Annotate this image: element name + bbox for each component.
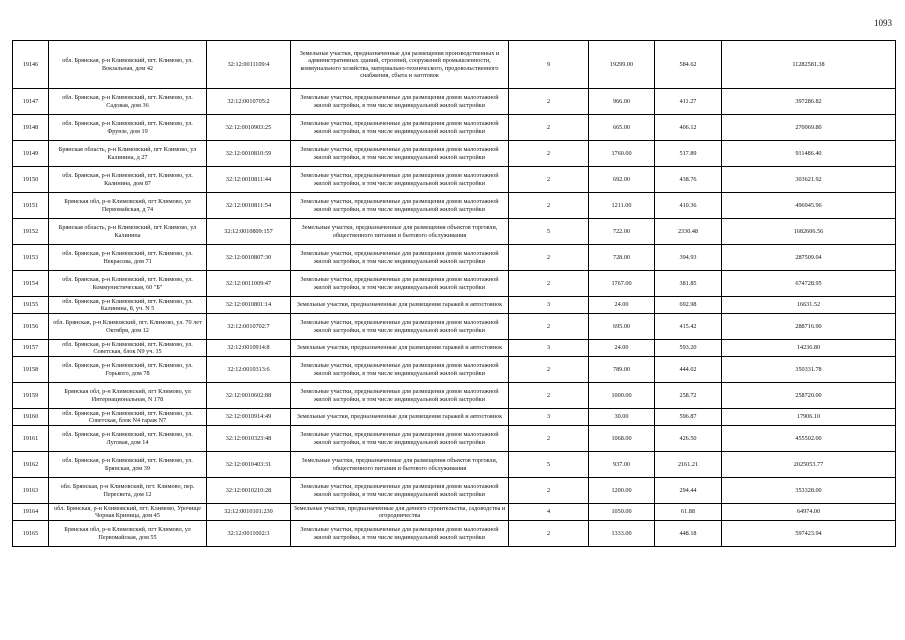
table-row [13, 193, 896, 219]
address-cell: обл. Брянская, р-н Климовский, пгт. Климово, ул. Вокзальная, дом 42 [49, 41, 207, 89]
row-number-cell: 19150 [13, 167, 49, 193]
use-group-cell: 2 [509, 357, 589, 383]
cadastral-number-cell: 32:12:0010801:14 [207, 297, 291, 314]
table-row [13, 89, 896, 115]
area-cell: 937.00 [589, 452, 655, 478]
cadastral-value-cell: 14236.80 [722, 340, 896, 357]
row-number-cell: 19153 [13, 245, 49, 271]
area-cell: 966.00 [589, 89, 655, 115]
cadastral-number-cell: 32:12:0010809:157 [207, 219, 291, 245]
area-cell: 1767.00 [589, 271, 655, 297]
area-cell: 1068.00 [589, 426, 655, 452]
address-cell: обл. Брянская, р-н Климовский, пгт. Климово, ул. Садовая, дом 36 [49, 89, 207, 115]
table-row [13, 167, 896, 193]
area-cell: 1333.00 [589, 521, 655, 547]
use-group-cell: 4 [509, 504, 589, 521]
use-group-cell: 2 [509, 167, 589, 193]
cadastral-value-cell: 258720.00 [722, 383, 896, 409]
use-group-cell: 3 [509, 297, 589, 314]
permitted-use-cell: Земельные участки, предназначенные для размещения домов малоэтажной жилой застройки, в том числе индивидуальной жилой застройки [291, 357, 509, 383]
permitted-use-cell: Земельные участки, предназначенные для размещения гаражей и автостоянок [291, 297, 509, 314]
cadastral-value-cell: 397286.82 [722, 89, 896, 115]
table-row [13, 383, 896, 409]
use-group-cell: 2 [509, 426, 589, 452]
specific-value-cell: 444.02 [655, 357, 722, 383]
cadastral-number-cell: 32:12:0010810:59 [207, 141, 291, 167]
cadastral-number-cell: 32:12:0010705:2 [207, 89, 291, 115]
cadastral-value-cell: 455502.00 [722, 426, 896, 452]
row-number-cell: 19155 [13, 297, 49, 314]
cadastral-value-cell: 496945.96 [722, 193, 896, 219]
use-group-cell: 2 [509, 314, 589, 340]
cadastral-value-cell: 11282581.38 [722, 41, 896, 89]
cadastral-number-cell: 32:12:0010210:28 [207, 478, 291, 504]
use-group-cell: 2 [509, 383, 589, 409]
cadastral-number-cell: 32:12:0010323:48 [207, 426, 291, 452]
area-cell: 728.00 [589, 245, 655, 271]
cadastral-number-cell: 32:12:0010403:31 [207, 452, 291, 478]
table-row [13, 219, 896, 245]
area-cell: 1211.00 [589, 193, 655, 219]
row-number-cell: 19161 [13, 426, 49, 452]
permitted-use-cell: Земельные участки, предназначенные для дачного строительства, садоводства и огородничества [291, 504, 509, 521]
permitted-use-cell: Земельные участки, предназначенные для размещения объектов торговли, общественного питания и бытового обслуживания [291, 219, 509, 245]
land-registry-table [12, 40, 896, 547]
cadastral-value-cell: 303621.92 [722, 167, 896, 193]
use-group-cell: 2 [509, 115, 589, 141]
permitted-use-cell: Земельные участки, предназначенные для размещения домов малоэтажной жилой застройки, в том числе индивидуальной жилой застройки [291, 521, 509, 547]
specific-value-cell: 596.87 [655, 409, 722, 426]
cadastral-number-cell: 32:12:0010602:88 [207, 383, 291, 409]
specific-value-cell: 426.50 [655, 426, 722, 452]
permitted-use-cell: Земельные участки, предназначенные для размещения домов малоэтажной жилой застройки, в том числе индивидуальной жилой застройки [291, 89, 509, 115]
cadastral-value-cell: 911486.40 [722, 141, 896, 167]
table-row [13, 297, 896, 314]
area-cell: 24.00 [589, 297, 655, 314]
specific-value-cell: 2161.21 [655, 452, 722, 478]
row-number-cell: 19146 [13, 41, 49, 89]
use-group-cell: 5 [509, 452, 589, 478]
cadastral-number-cell: 32:12:0010811:44 [207, 167, 291, 193]
table-row [13, 340, 896, 357]
table-row [13, 245, 896, 271]
row-number-cell: 19164 [13, 504, 49, 521]
permitted-use-cell: Земельные участки, предназначенные для размещения домов малоэтажной жилой застройки, в том числе индивидуальной жилой застройки [291, 271, 509, 297]
address-cell: обл. Брянская, р-н Климовский, пгт. Климово, Урочище Чорная Криница, дом 45 [49, 504, 207, 521]
permitted-use-cell: Земельные участки, предназначенные для размещения домов малоэтажной жилой застройки, в том числе индивидуальной жилой застройки [291, 314, 509, 340]
cadastral-value-cell: 287509.04 [722, 245, 896, 271]
row-number-cell: 19160 [13, 409, 49, 426]
table-row [13, 521, 896, 547]
cadastral-number-cell: 32:12:0010914:8 [207, 340, 291, 357]
address-cell: Брянская область, р-н Климовский, пгт Климово, ул Калинина [49, 219, 207, 245]
cadastral-number-cell: 32:12:0010807:30 [207, 245, 291, 271]
area-cell: 24.00 [589, 340, 655, 357]
permitted-use-cell: Земельные участки, предназначенные для размещения домов малоэтажной жилой застройки, в том числе индивидуальной жилой застройки [291, 383, 509, 409]
address-cell: обл. Брянская, р-н Климовский, пгт. Климово, ул. Коммунистическая, 60 "Б" [49, 271, 207, 297]
address-cell: обл. Брянская, р-н Климовский, пгт. Климово, ул. Горького, дом 78 [49, 357, 207, 383]
specific-value-cell: 294.44 [655, 478, 722, 504]
address-cell: обл. Брянская, р-н Климовский, пгт. Климово, ул. Калинина, дом 87 [49, 167, 207, 193]
row-number-cell: 19157 [13, 340, 49, 357]
specific-value-cell: 394.93 [655, 245, 722, 271]
use-group-cell: 2 [509, 141, 589, 167]
row-number-cell: 19158 [13, 357, 49, 383]
cadastral-value-cell: 350331.78 [722, 357, 896, 383]
row-number-cell: 19154 [13, 271, 49, 297]
permitted-use-cell: Земельные участки, предназначенные для размещения домов малоэтажной жилой застройки, в том числе индивидуальной жилой застройки [291, 245, 509, 271]
specific-value-cell: 448.18 [655, 521, 722, 547]
cadastral-number-cell: 32:12:0011109:4 [207, 41, 291, 89]
permitted-use-cell: Земельные участки, предназначенные для размещения гаражей и автостоянок [291, 409, 509, 426]
specific-value-cell: 381.85 [655, 271, 722, 297]
area-cell: 695.00 [589, 314, 655, 340]
specific-value-cell: 438.76 [655, 167, 722, 193]
specific-value-cell: 410.36 [655, 193, 722, 219]
table-row [13, 41, 896, 89]
cadastral-value-cell: 2025053.77 [722, 452, 896, 478]
row-number-cell: 19152 [13, 219, 49, 245]
table-row [13, 478, 896, 504]
address-cell: обл. Брянская, р-н Климовский, пгт. Климово, ул. Советская, блок N4 гараж N7 [49, 409, 207, 426]
cadastral-value-cell: 288716.90 [722, 314, 896, 340]
permitted-use-cell: Земельные участки, предназначенные для размещения домов малоэтажной жилой застройки, в том числе индивидуальной жилой застройки [291, 193, 509, 219]
cadastral-number-cell: 32:12:0011009:47 [207, 271, 291, 297]
row-number-cell: 19147 [13, 89, 49, 115]
area-cell: 1050.00 [589, 504, 655, 521]
area-cell: 19299.00 [589, 41, 655, 89]
specific-value-cell: 2330.48 [655, 219, 722, 245]
specific-value-cell: 411.27 [655, 89, 722, 115]
permitted-use-cell: Земельные участки, предназначенные для размещения домов малоэтажной жилой застройки, в том числе индивидуальной жилой застройки [291, 141, 509, 167]
specific-value-cell: 517.89 [655, 141, 722, 167]
table-row [13, 452, 896, 478]
table-row [13, 426, 896, 452]
specific-value-cell: 692.98 [655, 297, 722, 314]
area-cell: 30.00 [589, 409, 655, 426]
page-number: 1093 [874, 18, 892, 28]
row-number-cell: 19159 [13, 383, 49, 409]
cadastral-number-cell: 32:12:0011002:3 [207, 521, 291, 547]
table-row [13, 357, 896, 383]
use-group-cell: 5 [509, 219, 589, 245]
table-row [13, 314, 896, 340]
row-number-cell: 19151 [13, 193, 49, 219]
table-row [13, 504, 896, 521]
cadastral-number-cell: 32:12:0010811:54 [207, 193, 291, 219]
address-cell: обл. Брянская, р-н Климовский, пгт. Климово, ул. Брянская, дом 39 [49, 452, 207, 478]
table-row [13, 409, 896, 426]
table-body [13, 41, 896, 547]
cadastral-value-cell: 1682606.56 [722, 219, 896, 245]
address-cell: обл. Брянская, р-н Климовский, пгт. Климово, ул. Фрунзе, дом 19 [49, 115, 207, 141]
address-cell: Брянская область, р-н Климовский, пгт Климово, ул Калинина, д 27 [49, 141, 207, 167]
use-group-cell: 2 [509, 478, 589, 504]
specific-value-cell: 415.42 [655, 314, 722, 340]
address-cell: обл. Брянская, р-н Климовский, пгт. Климово, ул. 70 лет Октября, дом 12 [49, 314, 207, 340]
use-group-cell: 9 [509, 41, 589, 89]
area-cell: 789.00 [589, 357, 655, 383]
cadastral-value-cell: 64974.00 [722, 504, 896, 521]
use-group-cell: 2 [509, 193, 589, 219]
specific-value-cell: 61.88 [655, 504, 722, 521]
area-cell: 1200.00 [589, 478, 655, 504]
row-number-cell: 19149 [13, 141, 49, 167]
permitted-use-cell: Земельные участки, предназначенные для размещения объектов торговли, общественного питания и бытового обслуживания [291, 452, 509, 478]
use-group-cell: 2 [509, 89, 589, 115]
permitted-use-cell: Земельные участки, предназначенные для размещения домов малоэтажной жилой застройки, в том числе индивидуальной жилой застройки [291, 167, 509, 193]
address-cell: Брянская обл, р-н Климовский, пгт Климово, ул Первомайская, д 74 [49, 193, 207, 219]
specific-value-cell: 406.12 [655, 115, 722, 141]
row-number-cell: 19162 [13, 452, 49, 478]
row-number-cell: 19156 [13, 314, 49, 340]
address-cell: Брянская обл, р-н Климовский, пгт Климово, ул Первомайская, дом 55 [49, 521, 207, 547]
use-group-cell: 3 [509, 409, 589, 426]
cadastral-value-cell: 17906.10 [722, 409, 896, 426]
use-group-cell: 2 [509, 271, 589, 297]
table-row [13, 141, 896, 167]
specific-value-cell: 584.62 [655, 41, 722, 89]
address-cell: Брянская обл, р-н Климовский, пгт Климово, ул Интернациональная, N 178 [49, 383, 207, 409]
cadastral-number-cell: 32:12:0010914:49 [207, 409, 291, 426]
cadastral-value-cell: 270069.80 [722, 115, 896, 141]
permitted-use-cell: Земельные участки, предназначенные для размещения домов малоэтажной жилой застройки, в том числе индивидуальной жилой застройки [291, 115, 509, 141]
cadastral-value-cell: 16631.52 [722, 297, 896, 314]
cadastral-value-cell: 674728.95 [722, 271, 896, 297]
address-cell: обл. Брянская, р-н Климовский, пгт. Климово, ул. Советская, блок N9 уч. 15 [49, 340, 207, 357]
permitted-use-cell: Земельные участки, предназначенные для размещения гаражей и автостоянок [291, 340, 509, 357]
cadastral-value-cell: 353328.00 [722, 478, 896, 504]
table-row [13, 271, 896, 297]
area-cell: 692.00 [589, 167, 655, 193]
area-cell: 1000.00 [589, 383, 655, 409]
specific-value-cell: 593.20 [655, 340, 722, 357]
cadastral-number-cell: 32:12:0010903:25 [207, 115, 291, 141]
address-cell: обл. Брянская, р-н Климовский, пгт. Климово, ул. Калинина, 8, уч. N 5 [49, 297, 207, 314]
address-cell: обл. Брянская, р-н Климовский, пгт. Климово, ул. Луговая, дом 14 [49, 426, 207, 452]
area-cell: 1760.00 [589, 141, 655, 167]
row-number-cell: 19163 [13, 478, 49, 504]
use-group-cell: 2 [509, 521, 589, 547]
address-cell: обл. Брянская, р-н Климовский, пгт. Климово, пер. Пересвета, дом 12 [49, 478, 207, 504]
permitted-use-cell: Земельные участки, предназначенные для размещения домов малоэтажной жилой застройки, в том числе индивидуальной жилой застройки [291, 478, 509, 504]
cadastral-number-cell: 32:12:0010101:230 [207, 504, 291, 521]
table-row [13, 115, 896, 141]
use-group-cell: 3 [509, 340, 589, 357]
specific-value-cell: 258.72 [655, 383, 722, 409]
cadastral-number-cell: 32:12:0010702:7 [207, 314, 291, 340]
cadastral-value-cell: 597423.94 [722, 521, 896, 547]
permitted-use-cell: Земельные участки, предназначенные для размещения производственных и административных зданий, строений, сооружений промышленности, коммунального хозяйства, материально-технического, продовольственного снабжения, сбыта и заготовок [291, 41, 509, 89]
cadastral-number-cell: 32:12:0010313:6 [207, 357, 291, 383]
row-number-cell: 19165 [13, 521, 49, 547]
permitted-use-cell: Земельные участки, предназначенные для размещения домов малоэтажной жилой застройки, в том числе индивидуальной жилой застройки [291, 426, 509, 452]
area-cell: 665.00 [589, 115, 655, 141]
area-cell: 722.00 [589, 219, 655, 245]
row-number-cell: 19148 [13, 115, 49, 141]
address-cell: обл. Брянская, р-н Климовский, пгт. Климово, ул. Некрасова, дом 71 [49, 245, 207, 271]
use-group-cell: 2 [509, 245, 589, 271]
